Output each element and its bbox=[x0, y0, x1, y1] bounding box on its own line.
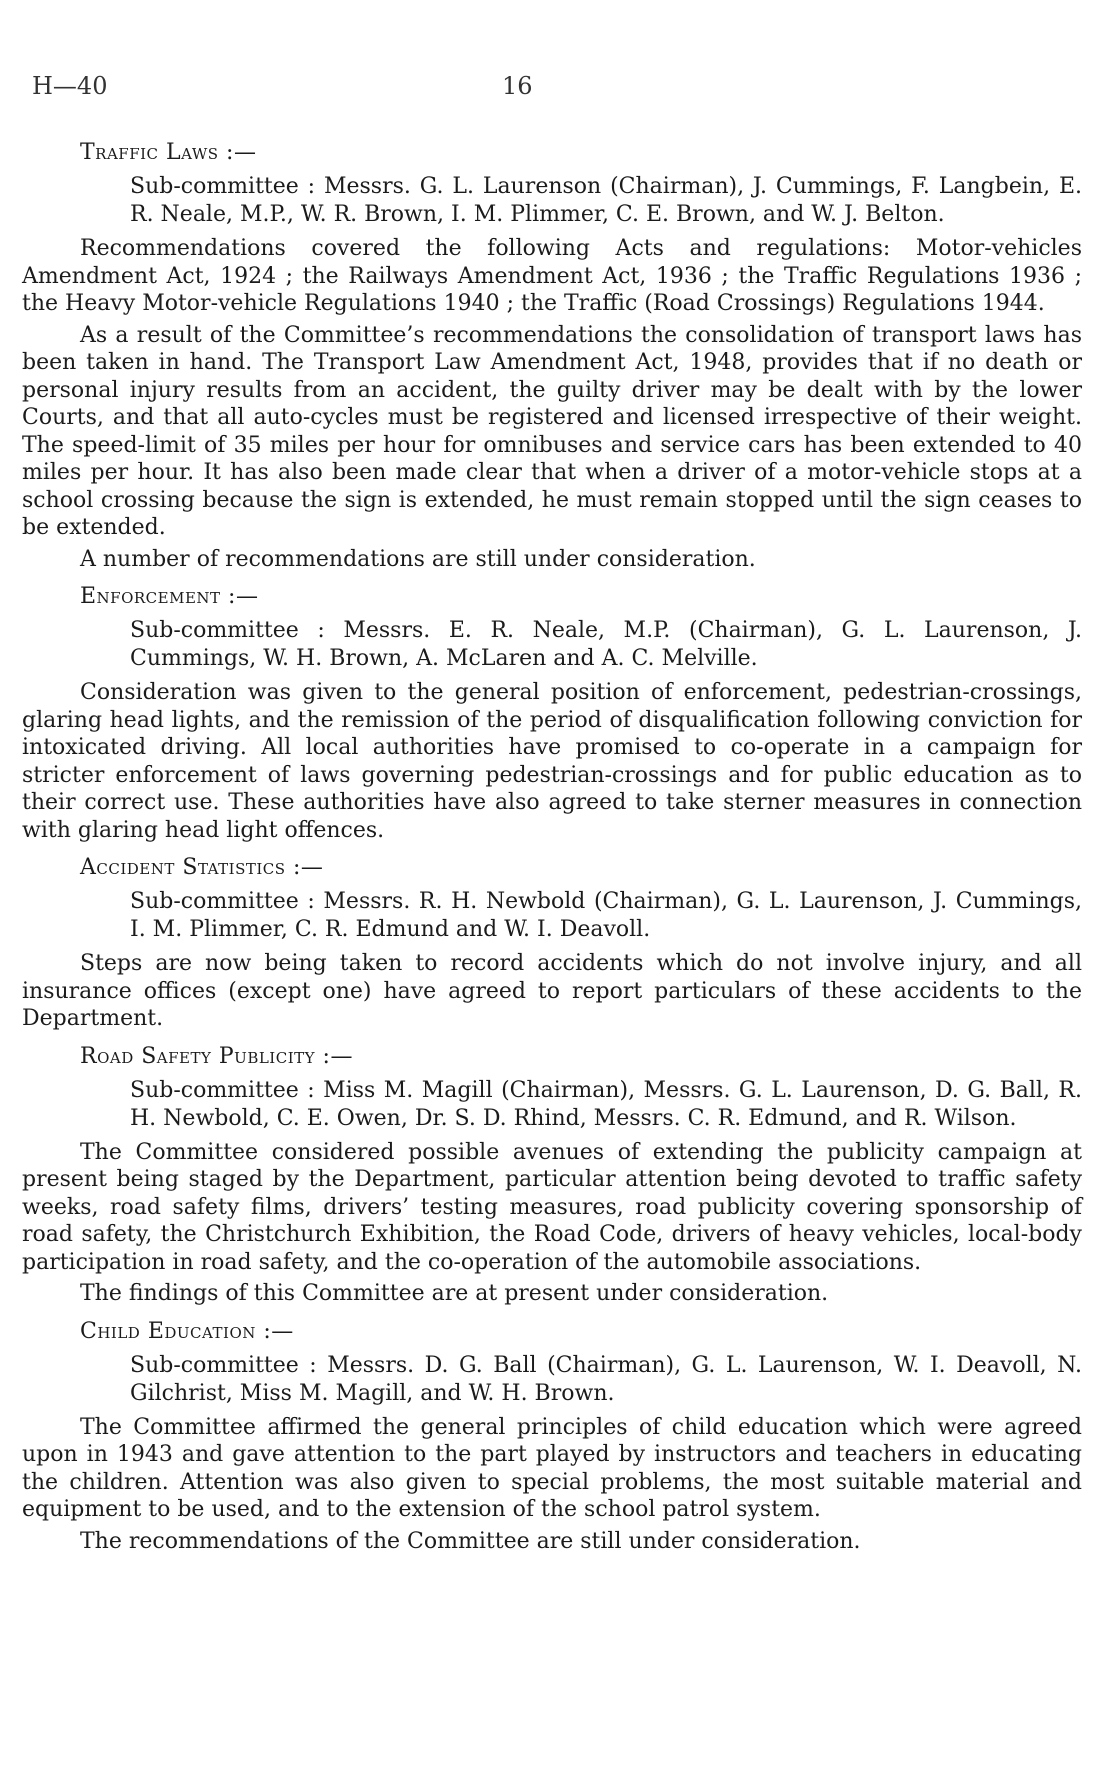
subcommittee-members: Sub-committee : Messrs. E. R. Neale, M.P. (Chairman), G. L. Laurenson, J. Cummings, W. H. Brown, A. McLaren and A. C. Melville. bbox=[130, 618, 1082, 671]
paragraph: A number of recommendations are still under consideration. bbox=[80, 546, 756, 572]
section-traffic-laws bbox=[22, 139, 1082, 573]
section-child-education bbox=[22, 1318, 1082, 1556]
subcommittee-members: Sub-committee : Miss M. Magill (Chairman), Messrs. G. L. Laurenson, D. G. Ball, R. H. Newbold, C. E. Owen, Dr. S. D. Rhind, Messrs. C. R. Edmund, and R. Wilson. bbox=[130, 1077, 1082, 1131]
paragraph: The recommendations of the Committee are still under consideration. bbox=[80, 1528, 861, 1554]
section-enforcement bbox=[22, 583, 1082, 844]
section-heading: Traffic Laws :— bbox=[80, 140, 257, 165]
section-heading: Accident Statistics :— bbox=[80, 855, 324, 880]
section-heading: Child Education :— bbox=[80, 1318, 294, 1344]
paragraph: The findings of this Committee are at present under consideration. bbox=[80, 1281, 829, 1306]
paragraph: As a result of the Committee’s recommendations the consolidation of transport laws has been taken in hand. The Transport Law Amendment Act, 1948, provides that if no death or personal injury results from an accident, the guilty driver may be dealt with by the lower Courts, and that all auto-cycles must be registered and licensed irrespective of their weight. The speed-limit of 35 miles per hour for omnibuses and service cars has been extended to 40 miles per hour. It has also been made clear that when a driver of a motor-vehicle stops at a school crossing because the sign is extended, he must remain stopped until the sign ceases to be extended. bbox=[22, 322, 1082, 540]
section-heading: Enforcement :— bbox=[80, 584, 259, 609]
paragraph: Consideration was given to the general position of enforcement, pedestrian-crossings, glaring head lights, and the remission of the period of disqualification following conviction for intoxicated driving. All local authorities have promised to co-operate in a campaign for stricter enforcement of laws governing pedestrian-crossings and for public education as to their correct use. These authorities have also agreed to take sterner measures in connection with glaring head light offences. bbox=[22, 680, 1082, 843]
subcommittee-members: Sub-committee : Messrs. G. L. Laurenson (Chairman), J. Cummings, F. Langbein, E. R. Neale, M.P., W. R. Brown, I. M. Plimmer, C. E. Brown, and W. J. Belton. bbox=[130, 174, 1082, 227]
page-number: 16 bbox=[502, 72, 533, 100]
page-header bbox=[32, 72, 1082, 112]
section-road-safety-publicity bbox=[22, 1043, 1082, 1308]
section-accident-statistics bbox=[22, 854, 1082, 1033]
paragraph: The Committee considered possible avenues of extending the publicity campaign at present being staged by the Department, particular attention being devoted to traffic safety weeks, road safety films, drivers’ testing measures, road publicity covering sponsorship of road safety, the Christchurch Exhibition, the Road Code, drivers of heavy vehicles, local-body participation in road safety, and the co-operation of the automobile associations. bbox=[22, 1139, 1082, 1275]
subcommittee-members: Sub-committee : Messrs. R. H. Newbold (Chairman), G. L. Laurenson, J. Cummings, I. M. Plimmer, C. R. Edmund and W. I. Deavoll. bbox=[130, 889, 1082, 942]
paragraph: Recommendations covered the following Acts and regulations: Motor-vehicles Amendment Act, 1924 ; the Railways Amendment Act, 1936 ; the Traffic Regulations 1936 ; the Heavy Motor-vehicle Regulations 1940 ; the Traffic (Road Crossings) Regulations 1944. bbox=[22, 236, 1082, 316]
subcommittee-members: Sub-committee : Messrs. D. G. Ball (Chairman), G. L. Laurenson, W. I. Deavoll, N. Gilchrist, Miss M. Magill, and W. H. Brown. bbox=[130, 1352, 1082, 1406]
document-body bbox=[22, 139, 1082, 1565]
report-code: H—40 bbox=[32, 72, 108, 100]
section-heading: Road Safety Publicity :— bbox=[80, 1043, 353, 1069]
paragraph: The Committee affirmed the general principles of child education which were agreed upon in 1943 and gave attention to the part played by instructors and teachers in educating the children. Attention was also given to special problems, the most suitable material and equipment to be used, and to the extension of the school patrol system. bbox=[22, 1414, 1082, 1522]
paragraph: Steps are now being taken to record accidents which do not involve injury, and all insurance offices (except one) have agreed to report particulars of these accidents to the Department. bbox=[22, 951, 1082, 1031]
